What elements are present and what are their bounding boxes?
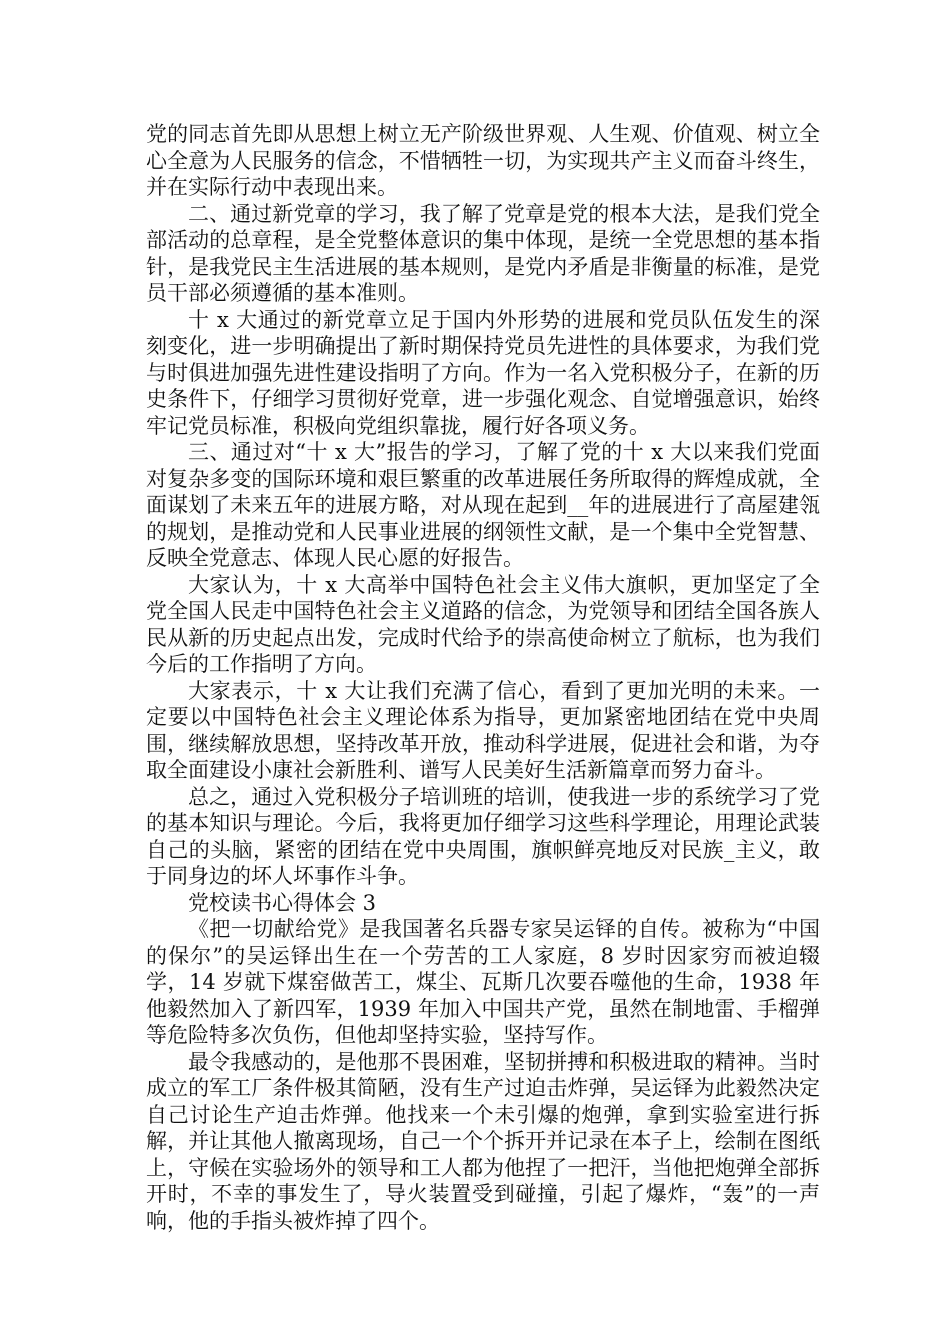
paragraph-2: 二、通过新党章的学习，我了解了党章是党的根本大法，是我们党全部活动的总章程，是全党整体意识的集中体现，是统一全党思想的基本指针，是我党民主生活进展的基本规则，是党内矛盾是非衡量的标准，是党员干部必须遵循的基本准则。 <box>146 201 820 305</box>
paragraph-1: 党的同志首先即从思想上树立无产阶级世界观、人生观、价值观、树立全心全意为人民服务的信念，不惜牺牲一切，为实现共产主义而奋斗终生，并在实际行动中表现出来。 <box>146 122 820 199</box>
document-body <box>146 121 820 1234</box>
section-heading: 党校读书心得体会 3 <box>188 890 377 915</box>
paragraph-7: 总之，通过入党积极分子培训班的培训，使我进一步的系统学习了党的基本知识与理论。今后，我将更加仔细学习这些科学理论，用理论武装自己的头脑，紧密的团结在党中央周围，旗帜鲜亮地反对民族_主义，敢于同身边的坏人坏事作斗争。 <box>146 784 820 888</box>
paragraph-4: 三、通过对“十 x 大”报告的学习，了解了党的十 x 大以来我们党面对复杂多变的国际环境和艰巨繁重的改革进展任务所取得的辉煌成就，全面谋划了未来五年的进展方略，对从现在起到__年的进展进行了高屋建瓴的规划，是推动党和人民事业进展的纲领性文献，是一个集中全党智慧、反映全党意志、体现人民心愿的好报告。 <box>146 440 820 570</box>
paragraph-9: 最令我感动的，是他那不畏困难，坚韧拼搏和积极进取的精神。当时成立的军工厂条件极其简陋，没有生产过迫击炸弹，吴运铎为此毅然决定自己讨论生产迫击炸弹。他找来一个未引爆的炮弹，拿到实验室进行拆解，并让其他人撤离现场，自己一个个拆开并记录在本子上，绘制在图纸上，守候在实验场外的领导和工人都为他捏了一把汗，当他把炮弹全部拆开时，不幸的事发生了，导火装置受到碰撞，引起了爆炸，“轰”的一声响，他的手指头被炸掉了四个。 <box>146 1049 820 1233</box>
paragraph-8: 《把一切献给党》是我国著名兵器专家吴运铎的自传。被称为“中国的保尔”的吴运铎出生在一个劳苦的工人家庭，8 岁时因家穷而被迫辍学，14 岁就下煤窑做苦工，煤尘、瓦斯几次要吞噬他的生命，1938 年他毅然加入了新四军，1939 年加入中国共产党，虽然在制地雷、手榴弹等危险特多次负伤，但他却坚持实验，坚持写作。 <box>146 917 820 1047</box>
paragraph-6: 大家表示，十 x 大让我们充满了信心，看到了更加光明的未来。一定要以中国特色社会主义理论体系为指导，更加紧密地团结在党中央周围，继续解放思想，坚持改革开放，推动科学进展，促进社会和谐，为夺取全面建设小康社会新胜利、谱写人民美好生活新篇章而努力奋斗。 <box>146 678 820 782</box>
paragraph-3: 十 x 大通过的新党章立足于国内外形势的进展和党员队伍发生的深刻变化，进一步明确提出了新时期保持党员先进性的具体要求，为我们党与时俱进加强先进性建设指明了方向。作为一名入党积极分子，在新的历史条件下，仔细学习贯彻好党章，进一步强化观念、自觉增强意识，始终牢记党员标准，积极向党组织靠拢，履行好各项义务。 <box>146 307 820 438</box>
paragraph-5: 大家认为，十 x 大高举中国特色社会主义伟大旗帜，更加坚定了全党全国人民走中国特色社会主义道路的信念，为党领导和团结全国各族人民从新的历史起点出发，完成时代给予的崇高使命树立了航标，也为我们今后的工作指明了方向。 <box>146 572 820 676</box>
